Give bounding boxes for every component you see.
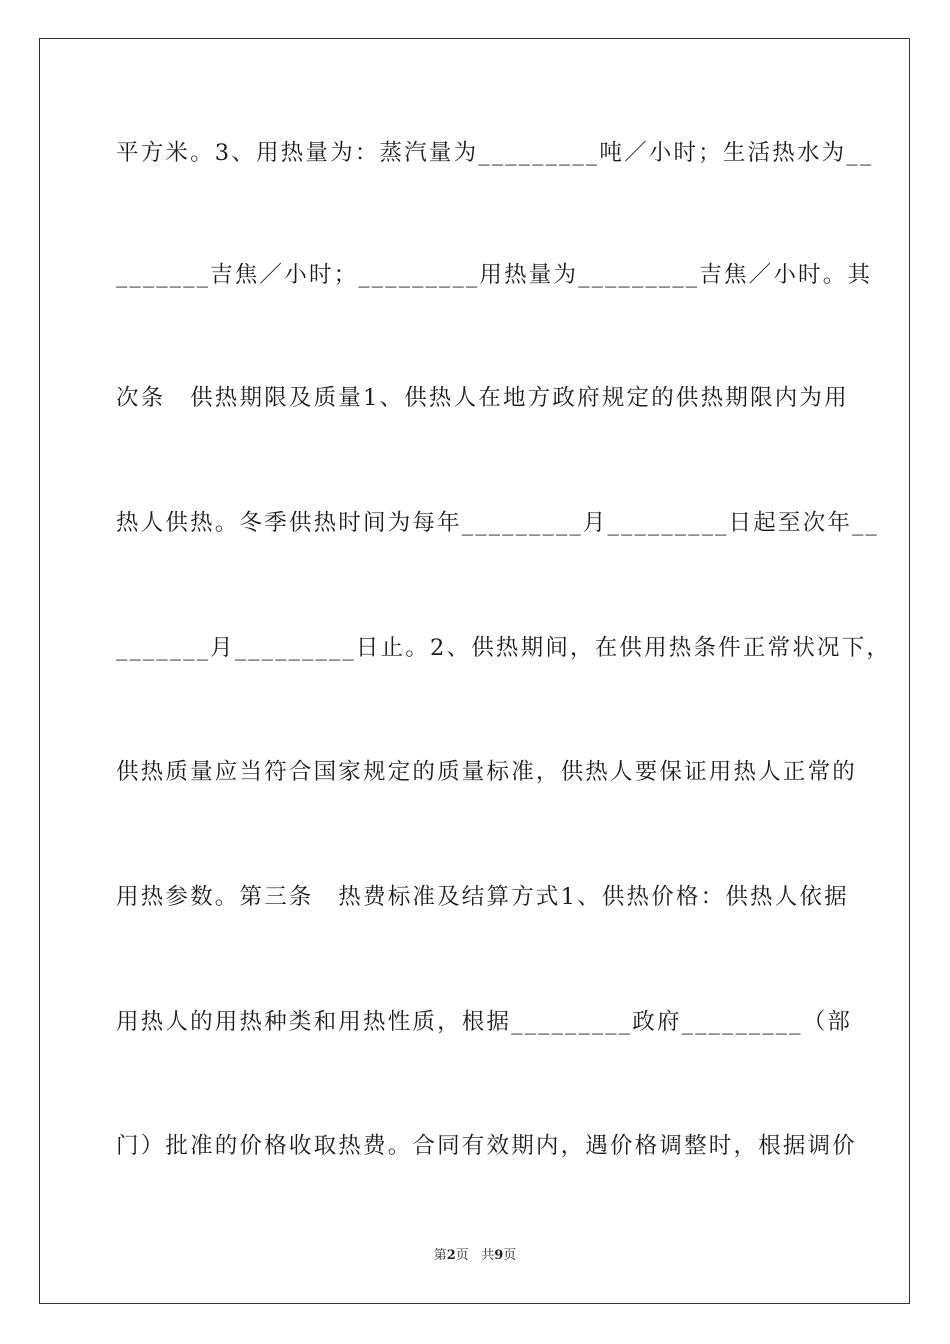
document-line: _______吉焦／小时；_________用热量为_________吉焦／小时。其	[116, 262, 873, 288]
page-number-footer	[0, 1247, 950, 1265]
document-line: 门）批准的价格收取热费。合同有效期内，遇价格调整时，根据调价	[116, 1133, 858, 1159]
page-border	[39, 38, 910, 1304]
document-line: 热人供热。冬季供热时间为每年_________月_________日起至次年__	[116, 510, 880, 536]
total-pages-number: 9	[494, 1248, 504, 1263]
document-line: 次条 供热期限及质量1、供热人在地方政府规定的供热期限内为用	[116, 385, 849, 411]
footer-total-unit: 页	[503, 1248, 517, 1263]
document-line: 用热参数。第三条 热费标准及结算方式1、供热价格：供热人依据	[116, 884, 849, 910]
footer-total-prefix: 共	[481, 1248, 495, 1263]
document-line: 平方米。3、用热量为：蒸汽量为_________吨／小时；生活热水为__	[116, 140, 874, 166]
document-line: 供热质量应当符合国家规定的质量标准，供热人要保证用热人正常的	[116, 759, 858, 785]
current-page-number: 2	[446, 1248, 456, 1263]
footer-prefix: 第	[433, 1248, 447, 1263]
footer-page-unit: 页	[455, 1248, 469, 1263]
document-line: 用热人的用热种类和用热性质，根据_________政府_________（部	[116, 1009, 853, 1035]
document-line: _______月_________日止。2、供热期间，在供用热条件正常状况下，	[116, 635, 892, 661]
